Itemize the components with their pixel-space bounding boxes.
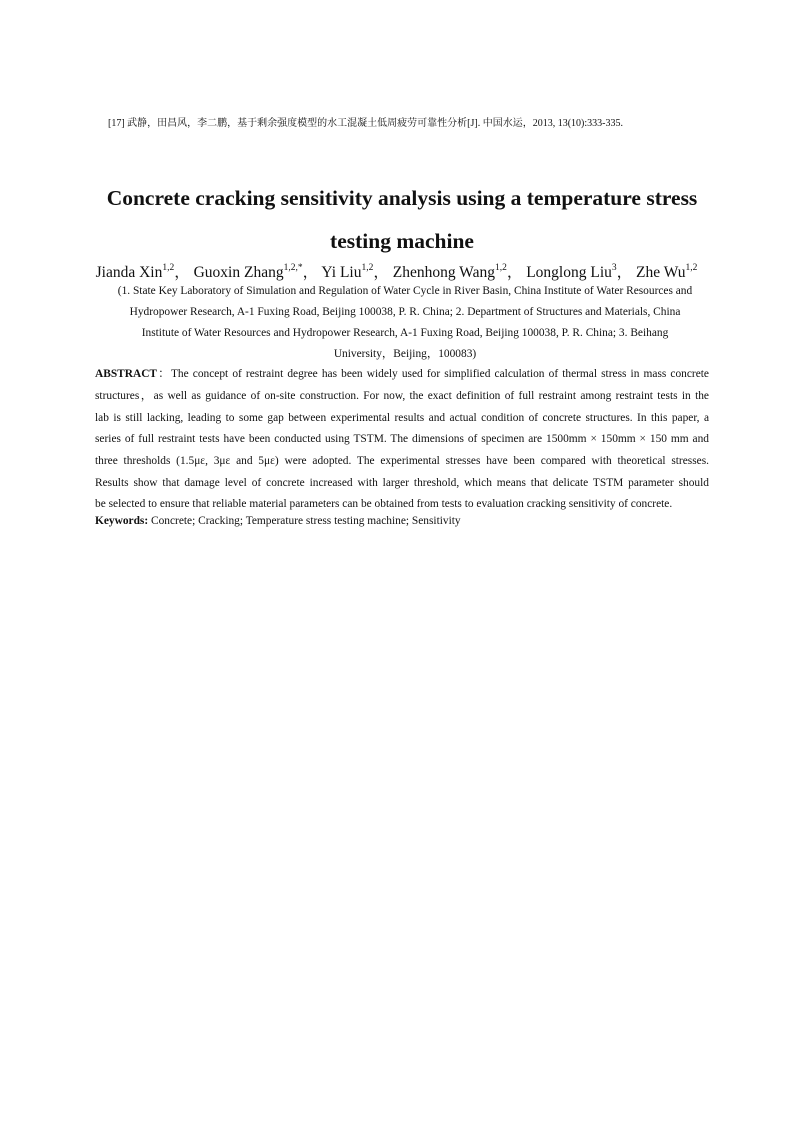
author-list	[40, 258, 753, 284]
author: Guoxin Zhang$^{1,2,*}$，	[193, 263, 319, 282]
affiliation-line: (1. State Key Laboratory of Simulation and Regulation of Water Cycle in River Basin, China Institute of Water Resources and	[117, 285, 693, 297]
abstract-line: three thresholds (1.5με, 3με and 5με) were adopted. The experimental stresses have been compared with theoretical stresses.	[95, 455, 709, 467]
abstract-line: be selected to ensure that reliable material parameters can be obtained from tests to evaluation cracking sensitivity of concrete.	[95, 498, 673, 510]
keywords-line	[95, 514, 709, 529]
affiliation-line: Institute of Water Resources and Hydropower Research, A-1 Fuxing Road, Beijing 100038, P. R. China; 3. Beihang	[141, 327, 669, 339]
affiliation-line: Hydropower Research, A-1 Fuxing Road, Beijing 100038, P. R. China; 2. Department of Structures and Materials, China	[129, 306, 681, 318]
author: Longlong Liu$^3$，	[526, 263, 633, 282]
reference-entry: [17] 武静，田昌风，李二鹏，基于剩余强度模型的水工混凝土低周疲劳可靠性分析[J]. 中国水运，2013, 13(10):333-335.	[108, 118, 623, 129]
author: Yi Liu$^{1,2}$，	[321, 263, 389, 282]
paper-title-line-1: Concrete cracking sensitivity analysis using a temperature stress	[106, 186, 698, 210]
affiliation-line: University，Beijing，100083)	[333, 348, 477, 360]
abstract-line: series of full restraint tests have been conducted using TSTM. The dimensions of specimen are 1500mm × 150mm × 150 mm and	[95, 433, 709, 445]
abstract-line: structures，as well as guidance of on-site construction. For now, the exact definition of full restraint among restraint tests in the	[95, 390, 709, 402]
keywords-text: Concrete; Cracking; Temperature stress testing machine; Sensitivity	[148, 515, 461, 527]
author: Zhe Wu$^{1,2}$	[636, 263, 698, 282]
author: Zhenhong Wang$^{1,2}$，	[392, 263, 523, 282]
abstract-line: ABSTRACT：The concept of restraint degree has been widely used for simplified calculation of thermal stress in mass concrete	[95, 368, 709, 380]
paper-title-line-2: testing machine	[330, 229, 474, 253]
author: Jianda Xin$^{1,2}$，	[95, 263, 190, 282]
abstract-line: Results show that damage level of concrete increased with larger threshold, which means that delicate TSTM parameter should	[95, 477, 709, 489]
keywords-label: Keywords:	[95, 515, 149, 527]
abstract-line: lab is still lacking, leading to some gap between experimental results and actual condition of concrete structures. In this paper, a	[95, 412, 709, 424]
abstract-label: ABSTRACT	[95, 368, 158, 380]
